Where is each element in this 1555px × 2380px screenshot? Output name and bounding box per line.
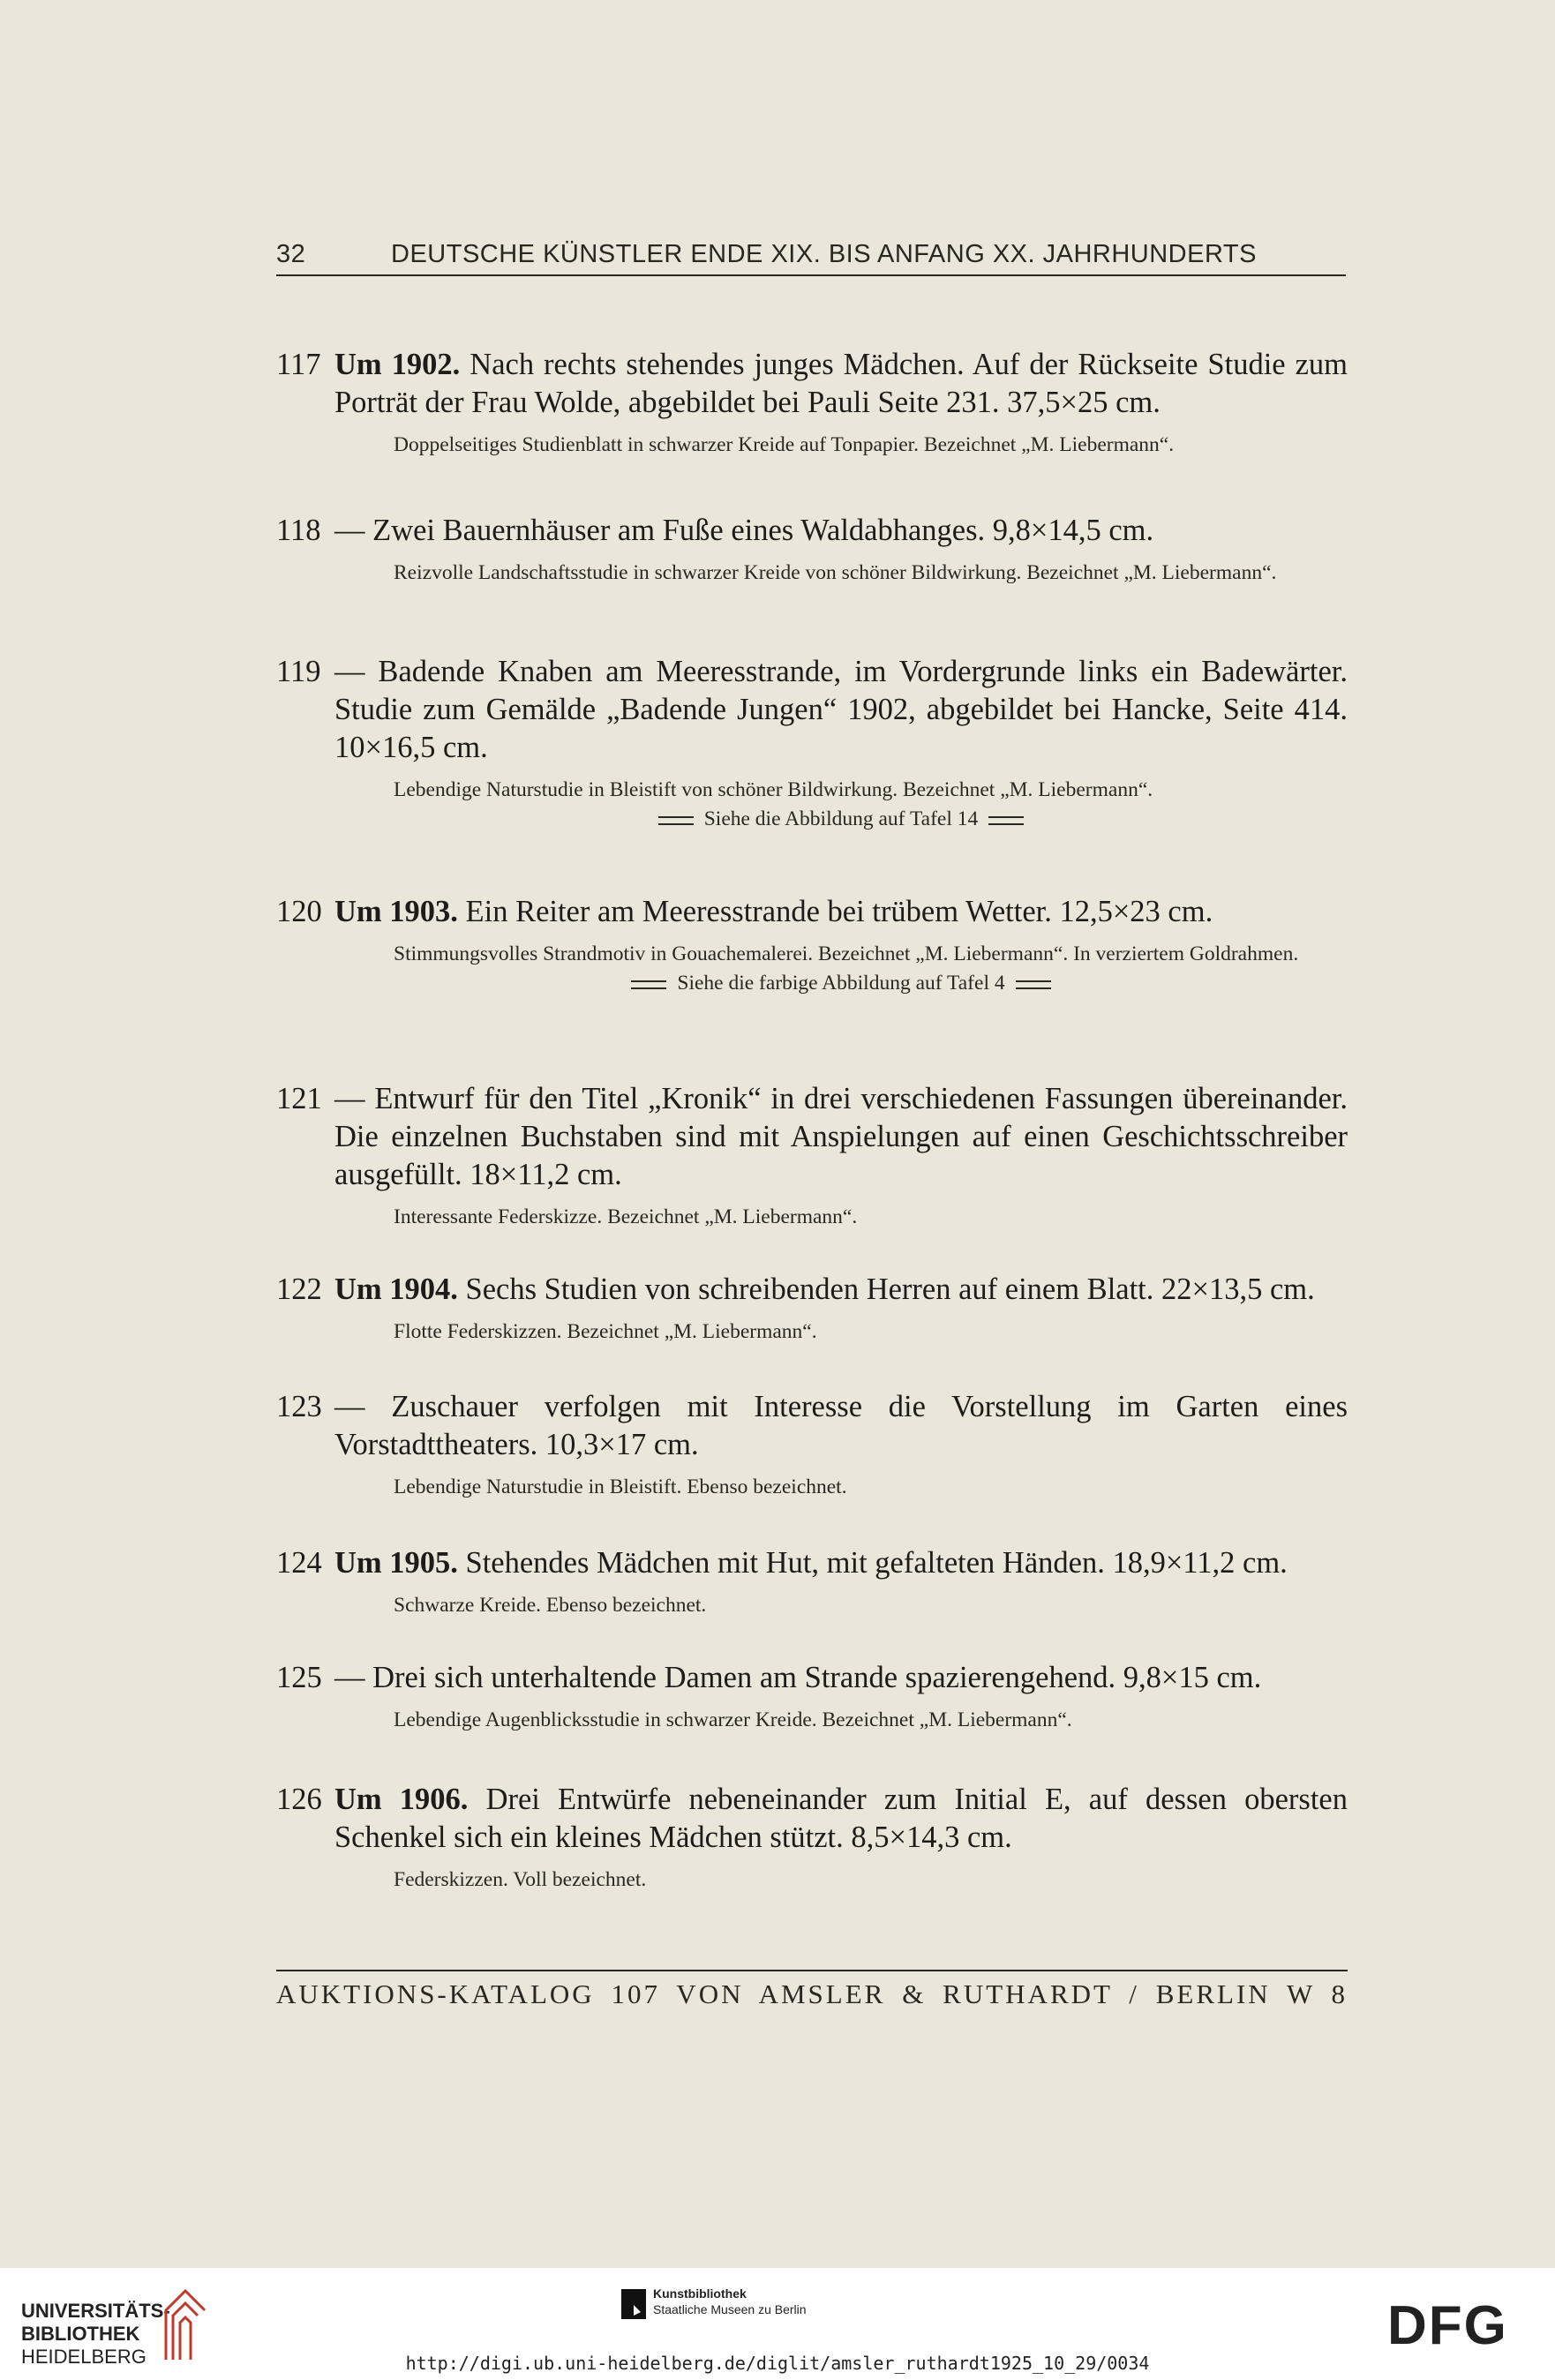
entry-number: 120	[276, 895, 322, 928]
kunstbibliothek-icon	[621, 2289, 646, 2319]
entry-date: Um 1905.	[334, 1546, 458, 1580]
entry-note: Schwarze Kreide. Ebenso bezeichnet.	[394, 1594, 707, 1617]
entry-number: 121	[276, 1082, 322, 1115]
double-rule-left	[631, 980, 666, 989]
entry-date: Um 1903.	[334, 895, 458, 928]
double-rule-left	[658, 816, 694, 825]
entry-text: — Badende Knaben am Meeresstrande, im Vordergrunde links ein Badewärter. Studie zum Gemälde „Badende Jungen“ 1902, abgebildet bei Hancke, Seite 414. 10×16,5 cm.	[334, 655, 1348, 764]
entry-date: Um 1902.	[334, 348, 461, 381]
entry-note: Lebendige Augenblicksstudie in schwarzer Kreide. Bezeichnet „M. Liebermann“.	[394, 1708, 1072, 1731]
catalog-entry-118	[276, 512, 1348, 588]
catalog-entry-124	[276, 1544, 1348, 1620]
digitization-bar	[0, 2268, 1555, 2380]
catalog-entry-121	[276, 1080, 1348, 1232]
catalog-entry-122	[276, 1271, 1348, 1347]
entry-date: Um 1906.	[334, 1783, 469, 1816]
catalog-entry-120	[276, 893, 1348, 998]
entry-number: 117	[276, 348, 321, 381]
source-url-link[interactable]: http://digi.ub.uni-heidelberg.de/diglit/amsler_ruthardt1925_10_29/0034	[405, 2353, 1150, 2374]
entry-note: Federskizzen. Voll bezeichnet.	[394, 1868, 647, 1891]
entry-number: 124	[276, 1546, 322, 1580]
entry-text: — Zwei Bauernhäuser am Fuße eines Waldabhanges. 9,8×14,5 cm.	[334, 514, 1154, 547]
plate-reference: Siehe die Abbildung auf Tafel 14	[276, 805, 1348, 834]
kb-subtitle: Staatliche Museen zu Berlin	[653, 2302, 807, 2316]
catalog-entry-123	[276, 1388, 1348, 1502]
entry-note: Interessante Federskizze. Bezeichnet „M. Liebermann“.	[394, 1205, 858, 1228]
entry-number: 118	[276, 514, 321, 547]
library-name-line3: HEIDELBERG	[21, 2346, 146, 2368]
entry-number: 125	[276, 1661, 322, 1694]
entry-text: Drei Entwürfe nebeneinander zum Initial E, auf dessen obersten Schenkel sich ein kleines Mädchen stützt. 8,5×14,3 cm.	[334, 1783, 1348, 1854]
entry-note: Lebendige Naturstudie in Bleistift von schöner Bildwirkung. Bezeichnet „M. Liebermann“.	[394, 778, 1153, 801]
double-rule-right	[988, 816, 1024, 825]
catalog-footer: AUKTIONS-KATALOG 107 VON AMSLER & RUTHARDT / BERLIN W 8	[276, 1970, 1348, 2010]
kb-name: Kunstbibliothek	[653, 2286, 747, 2301]
entry-number: 126	[276, 1783, 322, 1816]
library-name-line2: BIBLIOTHEK	[21, 2323, 140, 2345]
catalog-entry-119	[276, 653, 1348, 834]
entry-text: — Zuschauer verfolgen mit Interesse die Vorstellung im Garten eines Vorstadttheaters. 10,3×17 cm.	[334, 1390, 1348, 1461]
entry-date: Um 1904.	[334, 1273, 458, 1306]
ub-building-icon	[159, 2284, 212, 2363]
header-title: DEUTSCHE KÜNSTLER ENDE XIX. BIS ANFANG XX. JAHRHUNDERTS	[391, 240, 1257, 268]
entry-note: Stimmungsvolles Strandmotiv in Gouachemalerei. Bezeichnet „M. Liebermann“. In verziertem Goldrahmen.	[394, 942, 1299, 965]
running-head	[276, 240, 1346, 276]
dfg-logo[interactable]: DFG	[1387, 2295, 1508, 2356]
entry-note: Doppelseitiges Studienblatt in schwarzer Kreide auf Tonpapier. Bezeichnet „M. Liebermann“.	[394, 433, 1175, 456]
entry-number: 122	[276, 1273, 322, 1306]
entry-note: Reizvolle Landschaftsstudie in schwarzer Kreide von schöner Bildwirkung. Bezeichnet „M. Liebermann“.	[394, 561, 1277, 584]
catalog-entry-126	[276, 1781, 1348, 1895]
entry-text: — Drei sich unterhaltende Damen am Strande spazierengehend. 9,8×15 cm.	[334, 1661, 1262, 1694]
page-number: 32	[276, 240, 306, 268]
entry-text: Stehendes Mädchen mit Hut, mit gefalteten Händen. 18,9×11,2 cm.	[457, 1546, 1288, 1580]
entry-number: 123	[276, 1390, 322, 1423]
double-rule-right	[1016, 980, 1051, 989]
entry-text: Sechs Studien von schreibenden Herren auf einem Blatt. 22×13,5 cm.	[457, 1273, 1315, 1306]
entry-note: Lebendige Naturstudie in Bleistift. Ebenso bezeichnet.	[394, 1475, 847, 1498]
entry-text: — Entwurf für den Titel „Kronik“ in drei verschiedenen Fassungen übereinander. Die einzelnen Buchstaben sind mit Anspielungen auf einen Geschichtsschreiber ausgefüllt. 18×11,2 cm.	[334, 1082, 1348, 1191]
entry-text: Ein Reiter am Meeresstrande bei trübem Wetter. 12,5×23 cm.	[457, 895, 1213, 928]
entry-number: 119	[276, 655, 321, 688]
catalog-entry-117	[276, 346, 1348, 460]
catalog-entry-125	[276, 1659, 1348, 1735]
plate-reference: Siehe die farbige Abbildung auf Tafel 4	[276, 969, 1348, 998]
entry-note: Flotte Federskizzen. Bezeichnet „M. Liebermann“.	[394, 1320, 817, 1343]
library-name-line1: UNIVERSITÄTS-	[21, 2300, 170, 2322]
entry-text: Nach rechts stehendes junges Mädchen. Auf der Rückseite Studie zum Porträt der Frau Wolde, abgebildet bei Pauli Seite 231. 37,5×25 cm.	[334, 348, 1348, 419]
kunstbibliothek-logo[interactable]	[653, 2286, 807, 2317]
